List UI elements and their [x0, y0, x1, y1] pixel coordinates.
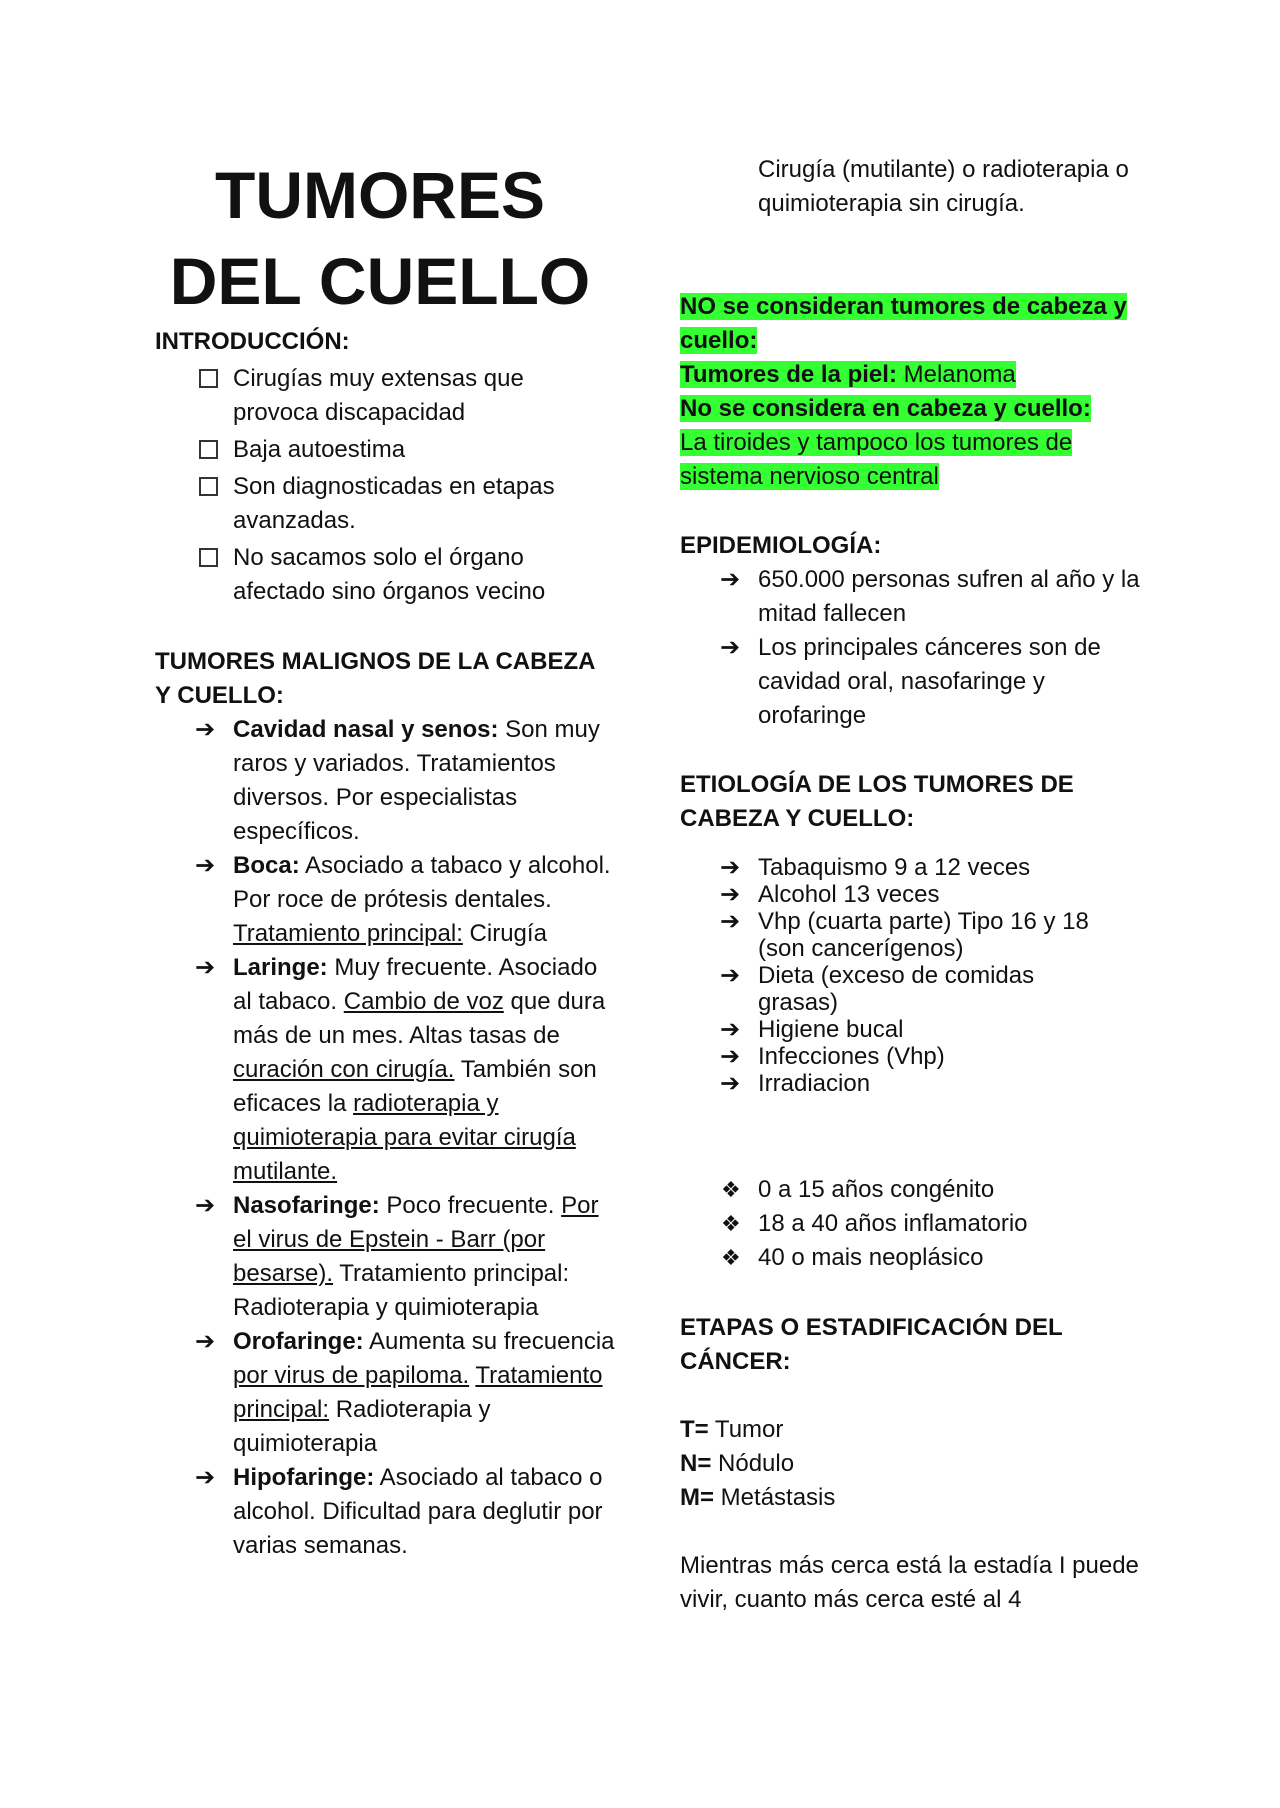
arrow-icon: ➔: [195, 1328, 216, 1355]
list-item: ➔ Vhp (cuarta parte) Tipo 16 y 18 (son cancerígenos): [720, 908, 1089, 962]
list-item-boca: ➔ Boca: Asociado a tabaco y alcohol. Por roce de prótesis dentales. Tratamiento principal: Cirugía: [155, 849, 615, 951]
arrow-icon: ➔: [720, 908, 741, 935]
etiologia-heading: ETIOLOGÍA DE LOS TUMORES DE CABEZA Y CUELLO:: [680, 771, 1074, 832]
tnm-m: M= Metástasis: [680, 1484, 836, 1511]
title-line-2: DEL CUELLO: [169, 244, 591, 318]
highlight-block: [680, 290, 1140, 494]
list-item: ➔ Tabaquismo 9 a 12 veces: [720, 854, 1031, 881]
list-item-laringe: ➔ Laringe: Muy frecuente. Asociado al tabaco. Cambio de voz que dura más de un mes. Altas tasas de curación con cirugía. También son eficaces la radioterapia y quimioterapia para evitar cirugía mutilante.: [155, 951, 615, 1189]
arrow-icon: ➔: [720, 881, 741, 908]
list-item: ➔ Alcohol 13 veces: [720, 881, 940, 908]
diamond-bullet-icon: ❖: [721, 1245, 741, 1270]
list-item: ➔ Los principales cánceres son de cavidad oral, nasofaringe y orofaringe: [680, 631, 1150, 733]
arrow-icon: ➔: [195, 954, 216, 981]
list-item: ❖ 18 a 40 años inflamatorio: [680, 1207, 1150, 1241]
list-item-cavidad: ➔ Cavidad nasal y senos: Son muy raros y variados. Tratamientos diversos. Por especialistas específicos.: [155, 713, 615, 849]
intro-list: [155, 362, 615, 609]
checkbox-icon[interactable]: [199, 440, 218, 459]
etiologia-list: [680, 854, 1150, 1097]
tnm-t: T= Tumor: [680, 1416, 784, 1443]
epidemiologia-list: [680, 563, 1150, 733]
arrow-icon: ➔: [720, 1070, 741, 1097]
epidemiologia-section: [680, 529, 1150, 733]
arrow-icon: ➔: [720, 1043, 741, 1070]
tnm-block: [680, 1413, 1150, 1515]
list-item: ➔ Dieta (exceso de comidas grasas): [720, 962, 1035, 1016]
list-item-nasofaringe: ➔ Nasofaringe: Poco frecuente. Por el virus de Epstein - Barr (por besarse). Tratamiento principal: Radioterapia y quimioterapia: [155, 1189, 615, 1325]
epidemiologia-heading: EPIDEMIOLOGÍA:: [680, 532, 882, 559]
malignos-heading: TUMORES MALIGNOS DE LA CABEZA Y CUELLO:: [155, 648, 595, 709]
malignos-list: [155, 713, 615, 1563]
treatment-continuation: Cirugía (mutilante) o radioterapia o quimioterapia sin cirugía.: [758, 156, 1129, 217]
edades-list: [680, 1173, 1150, 1275]
etapas-heading: ETAPAS O ESTADIFICACIÓN DEL CÁNCER:: [680, 1314, 1063, 1375]
arrow-icon: ➔: [195, 1464, 216, 1491]
intro-heading: INTRODUCCIÓN:: [155, 328, 350, 355]
list-item-hipofaringe: ➔ Hipofaringe: Asociado al tabaco o alcohol. Dificultad para deglutir por varias semanas.: [155, 1461, 615, 1563]
list-item: ➔ Higiene bucal: [720, 1016, 904, 1043]
list-item-orofaringe: ➔ Orofaringe: Aumenta su frecuencia por virus de papiloma. Tratamiento principal: Radioterapia y quimioterapia: [155, 1325, 615, 1461]
diamond-bullet-icon: ❖: [721, 1211, 741, 1236]
diamond-bullet-icon: ❖: [721, 1177, 741, 1202]
arrow-icon: ➔: [720, 962, 741, 989]
list-item: ➔ 650.000 personas sufren al año y la mitad fallecen: [680, 563, 1150, 631]
list-item: No sacamos solo el órgano afectado sino órganos vecino: [155, 541, 615, 609]
arrow-icon: ➔: [720, 1016, 741, 1043]
etapas-section: [680, 1311, 1150, 1617]
arrow-icon: ➔: [720, 634, 741, 661]
etiologia-section: [680, 768, 1150, 1097]
intro-section: [155, 325, 615, 609]
checkbox-icon[interactable]: [199, 548, 218, 567]
list-item: ❖ 40 o mais neoplásico: [680, 1241, 1150, 1275]
list-item: Cirugías muy extensas que provoca discapacidad: [155, 362, 615, 430]
page-title: [155, 152, 605, 324]
arrow-icon: ➔: [720, 566, 741, 593]
highlight-line-3: No se considera en cabeza y cuello:: [680, 395, 1091, 422]
arrow-icon: ➔: [720, 854, 741, 881]
title-line-1: TUMORES: [215, 158, 545, 232]
list-item: ❖ 0 a 15 años congénito: [680, 1173, 1150, 1207]
arrow-icon: ➔: [195, 852, 216, 879]
tnm-n: N= Nódulo: [680, 1450, 795, 1477]
list-item: ➔ Infecciones (Vhp): [720, 1043, 945, 1070]
list-item: Son diagnosticadas en etapas avanzadas.: [155, 470, 615, 538]
highlight-line-4: La tiroides y tampoco los tumores de sistema nervioso central: [680, 429, 1073, 490]
edades-section: [680, 1173, 1150, 1275]
list-item: ➔ Irradiacion: [720, 1070, 871, 1097]
highlight-line-1: NO se consideran tumores de cabeza y cuello:: [680, 293, 1127, 354]
closing-paragraph: Mientras más cerca está la estadía I puede vivir, cuanto más cerca esté al 4: [680, 1552, 1139, 1613]
checkbox-icon[interactable]: [199, 477, 218, 496]
malignos-section: [155, 645, 615, 1563]
arrow-icon: ➔: [195, 1192, 216, 1219]
highlight-line-2: Tumores de la piel: Melanoma: [680, 361, 1016, 388]
list-item: Baja autoestima: [155, 433, 615, 467]
checkbox-icon[interactable]: [199, 369, 218, 388]
arrow-icon: ➔: [195, 716, 216, 743]
